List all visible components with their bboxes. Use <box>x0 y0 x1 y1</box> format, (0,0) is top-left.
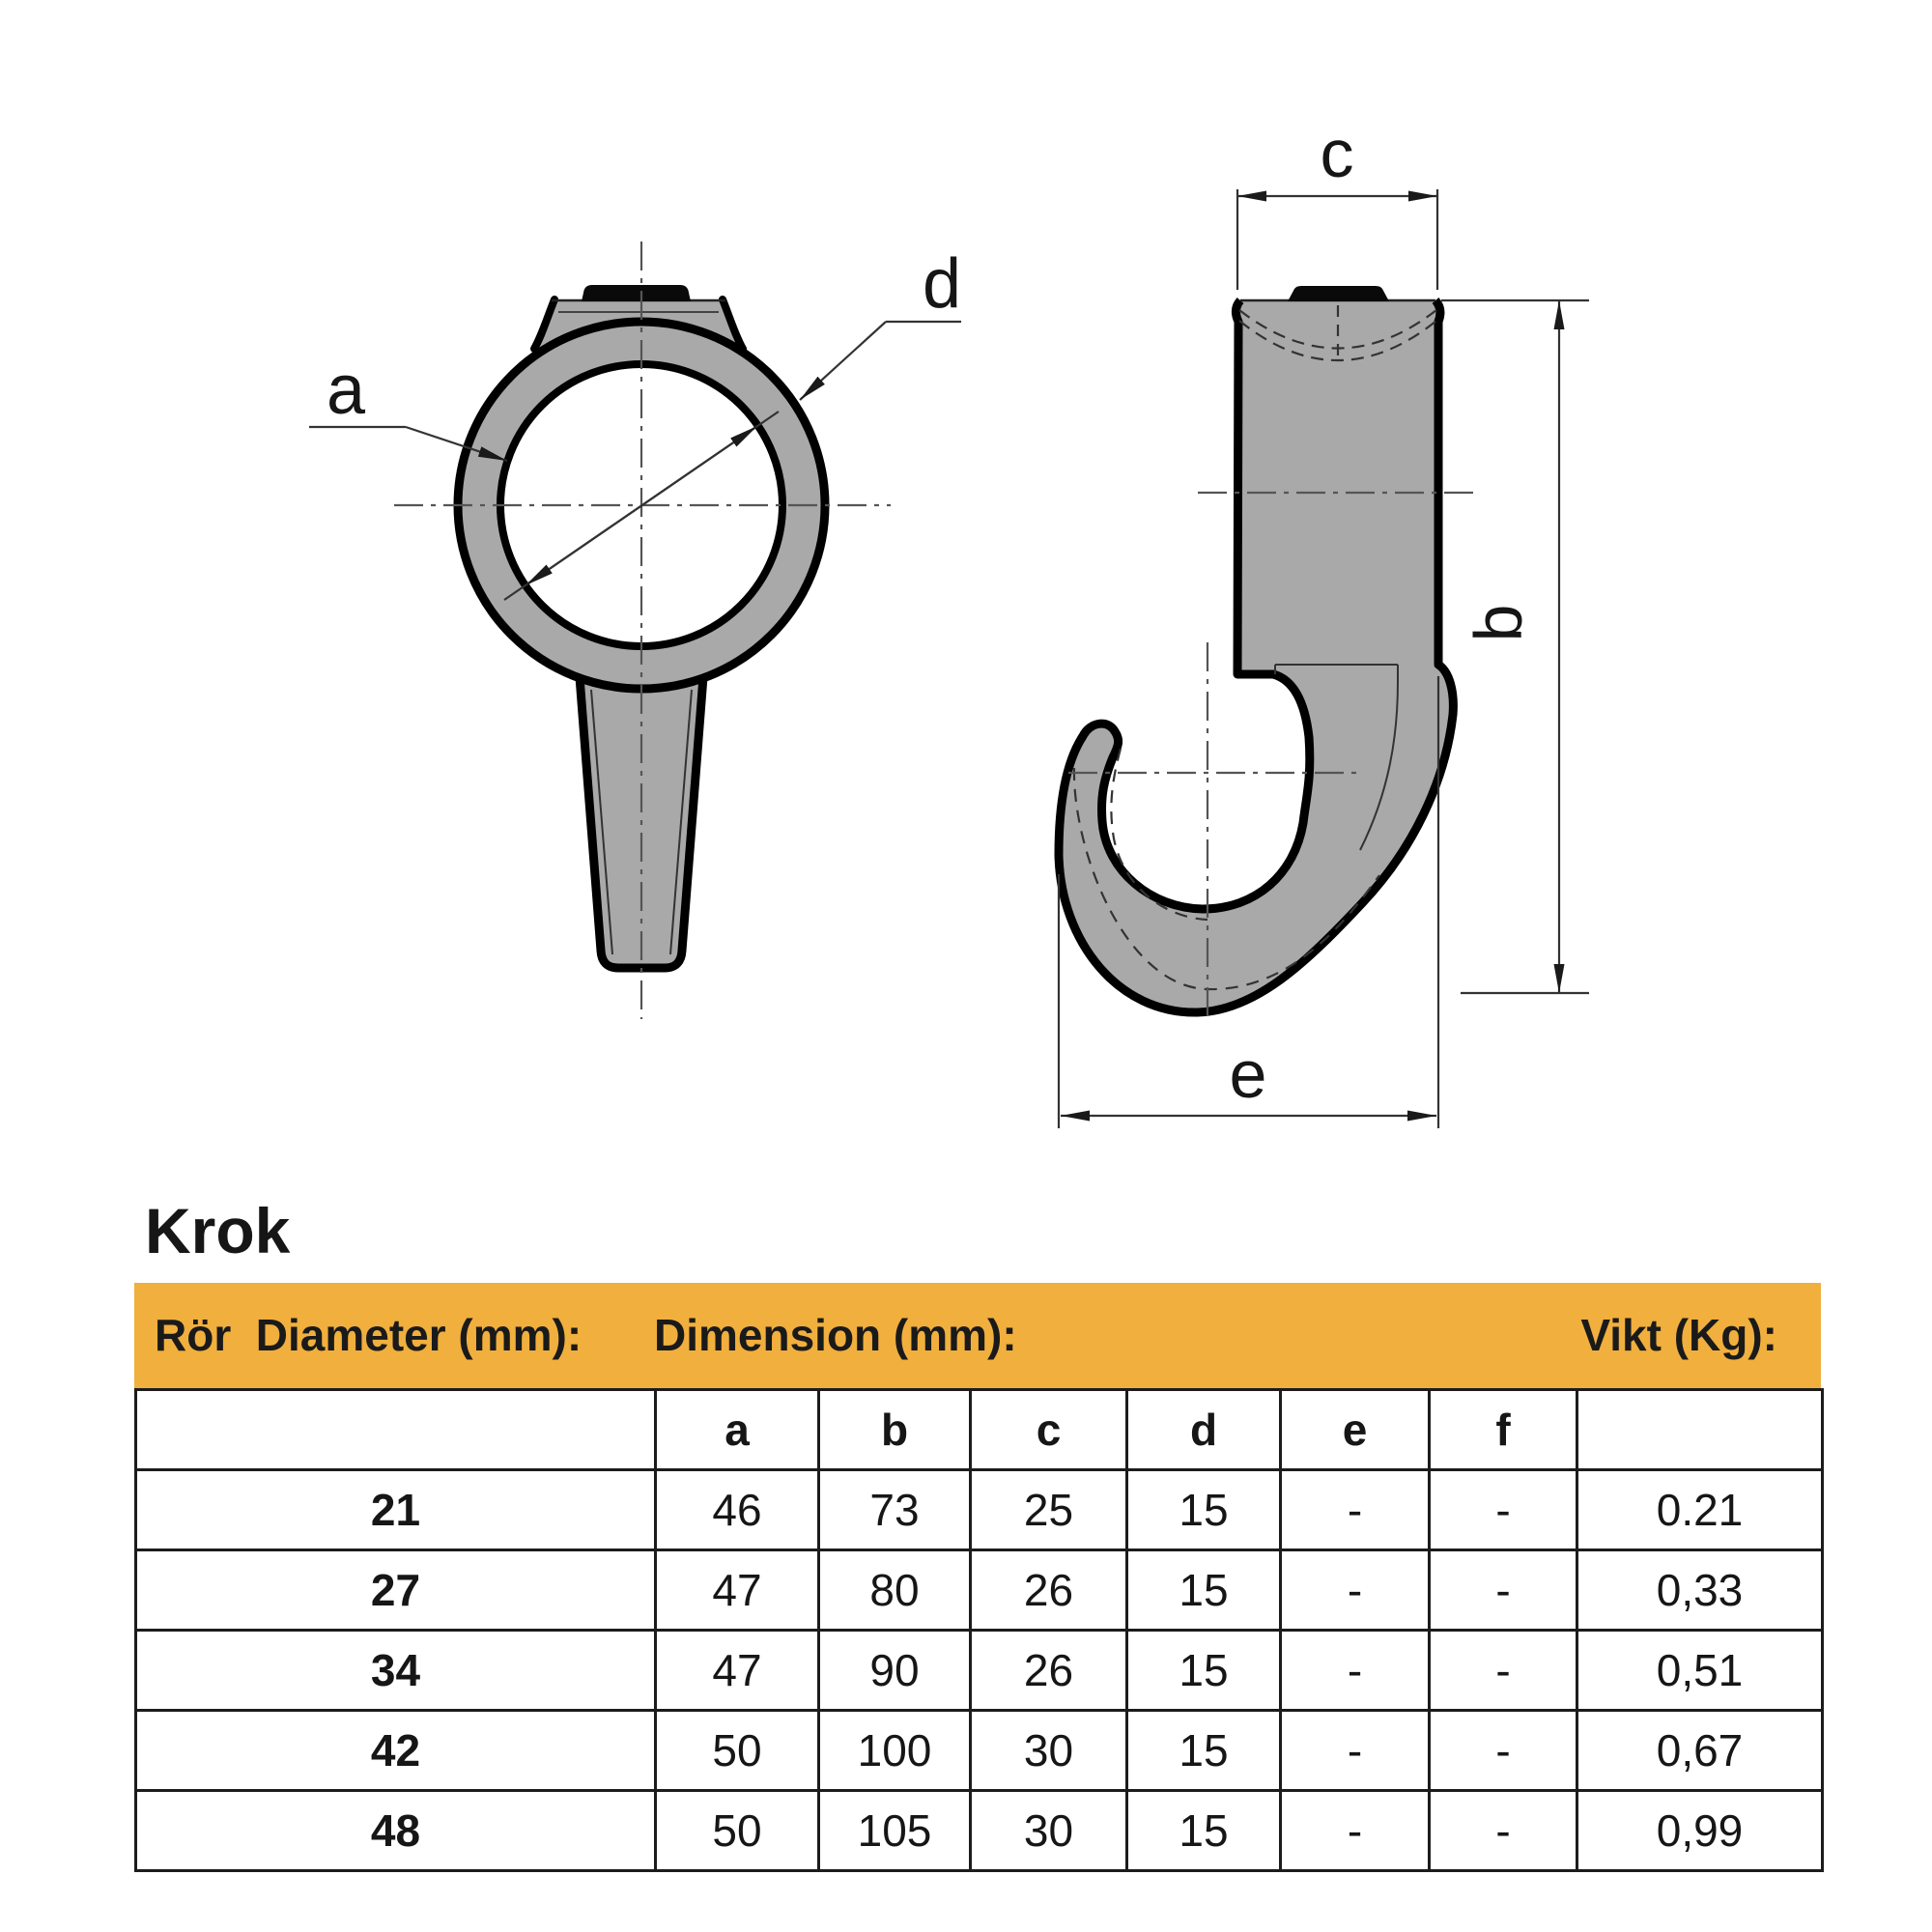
cell-b: 105 <box>819 1791 971 1871</box>
table-row <box>136 1631 1823 1711</box>
cell-e: - <box>1281 1791 1430 1871</box>
subheader-vikt-empty <box>1577 1390 1823 1470</box>
cell-e: - <box>1281 1550 1430 1631</box>
subheader-b: b <box>819 1390 971 1470</box>
cell-e: - <box>1281 1631 1430 1711</box>
cell-d: 15 <box>1127 1550 1281 1631</box>
cell-a: 50 <box>656 1711 819 1791</box>
cell-ror: 48 <box>136 1791 656 1871</box>
subheader-a: a <box>656 1390 819 1470</box>
cell-ror: 27 <box>136 1550 656 1631</box>
dimension-label-d: d <box>922 245 962 323</box>
cell-c: 26 <box>971 1631 1127 1711</box>
side-view <box>1059 116 1589 1128</box>
cell-c: 30 <box>971 1711 1127 1791</box>
header-ror-diameter: Rör Diameter (mm): <box>155 1310 582 1360</box>
cell-vikt: 0,51 <box>1577 1631 1823 1711</box>
cell-c: 25 <box>971 1470 1127 1550</box>
subheader-f: f <box>1430 1390 1577 1470</box>
cell-a: 47 <box>656 1550 819 1631</box>
header-vikt: Vikt (Kg): <box>1580 1310 1777 1360</box>
cell-vikt: 0.21 <box>1577 1470 1823 1550</box>
cell-ror: 21 <box>136 1470 656 1550</box>
subheader-empty <box>136 1390 656 1470</box>
cell-d: 15 <box>1127 1470 1281 1550</box>
cell-ror: 34 <box>136 1631 656 1711</box>
cell-d: 15 <box>1127 1711 1281 1791</box>
dimension-label-a: a <box>326 352 366 429</box>
front-view <box>309 242 961 1019</box>
cell-d: 15 <box>1127 1631 1281 1711</box>
cell-f: - <box>1430 1711 1577 1791</box>
cell-b: 80 <box>819 1550 971 1631</box>
cell-c: 30 <box>971 1791 1127 1871</box>
subheader-e: e <box>1281 1390 1430 1470</box>
cell-b: 100 <box>819 1711 971 1791</box>
cell-ror: 42 <box>136 1711 656 1791</box>
set-screw-cap-side <box>1288 286 1389 301</box>
cell-e: - <box>1281 1470 1430 1550</box>
cell-e: - <box>1281 1711 1430 1791</box>
spec-table <box>134 1283 1821 1872</box>
dimension-label-b: b <box>1461 604 1536 642</box>
subheader-c: c <box>971 1390 1127 1470</box>
table-row <box>136 1711 1823 1791</box>
table-row <box>136 1550 1823 1631</box>
header-dimension: Dimension (mm): <box>654 1310 1017 1360</box>
cell-b: 73 <box>819 1470 971 1550</box>
table-row <box>136 1470 1823 1550</box>
cell-b: 90 <box>819 1631 971 1711</box>
cell-d: 15 <box>1127 1791 1281 1871</box>
set-screw-cap <box>582 285 691 301</box>
cell-vikt: 0,67 <box>1577 1711 1823 1791</box>
cell-vikt: 0,33 <box>1577 1550 1823 1631</box>
subheader-row <box>136 1390 1823 1470</box>
dimension-label-e: e <box>1229 1037 1267 1112</box>
cell-f: - <box>1430 1631 1577 1711</box>
leader-line-d <box>800 322 886 400</box>
cell-a: 47 <box>656 1631 819 1711</box>
cell-a: 46 <box>656 1470 819 1550</box>
page-title: Krok <box>145 1195 291 1266</box>
subheader-d: d <box>1127 1390 1281 1470</box>
dimension-table <box>134 1388 1824 1872</box>
cell-f: - <box>1430 1470 1577 1550</box>
cell-a: 50 <box>656 1791 819 1871</box>
cell-f: - <box>1430 1791 1577 1871</box>
table-header-band <box>134 1283 1821 1388</box>
table-row <box>136 1791 1823 1871</box>
cell-vikt: 0,99 <box>1577 1791 1823 1871</box>
cell-f: - <box>1430 1550 1577 1631</box>
hook-body-shape <box>1059 300 1453 1012</box>
dimension-label-c: c <box>1320 116 1354 191</box>
cell-c: 26 <box>971 1550 1127 1631</box>
